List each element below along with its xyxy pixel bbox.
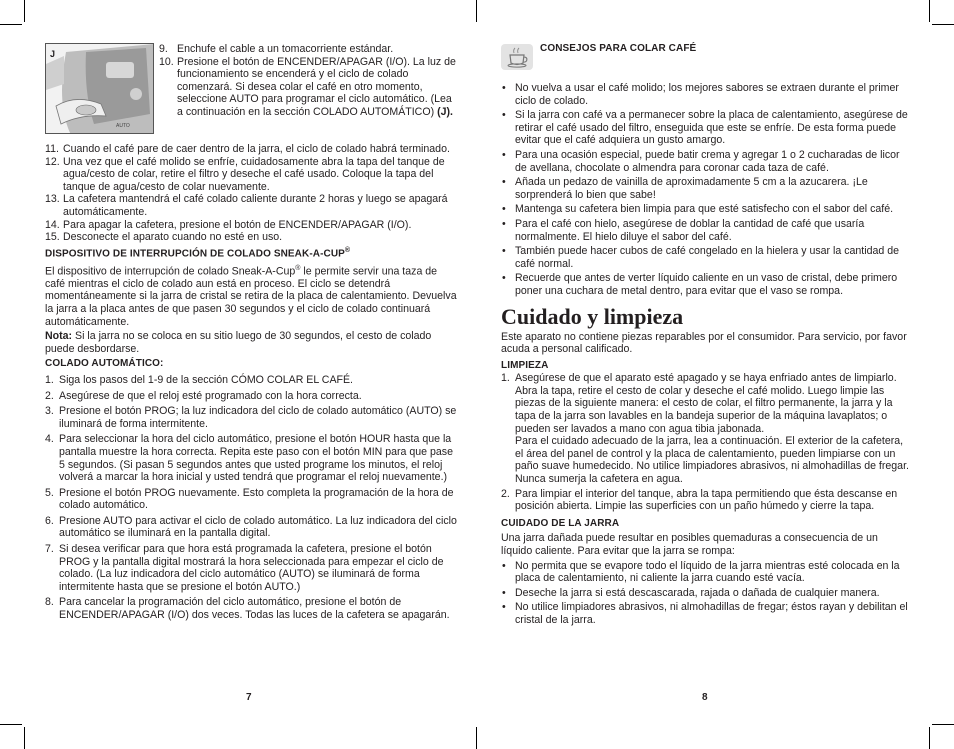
care-title: Cuidado y limpieza <box>501 303 684 329</box>
step-number: 15. <box>45 231 60 244</box>
carafe-heading: CUIDADO DE LA JARRA <box>501 517 620 529</box>
note-label: Nota: <box>45 330 73 343</box>
step-text: Presione el botón PROG nuevamente. Esto completa la programación de la hora de colado automático. <box>59 486 454 512</box>
step-number: 10. <box>159 55 174 68</box>
page-number-left: 7 <box>246 692 252 703</box>
step-number: 4. <box>45 433 54 446</box>
crop-mark <box>24 727 25 749</box>
page-number-right: 8 <box>702 692 708 703</box>
step-text: Siga los pasos del 1-9 de la sección CÓMO COLAR EL CAFÉ. <box>59 373 354 386</box>
list-item <box>45 143 459 156</box>
step-number: 3. <box>45 405 54 418</box>
crop-mark <box>24 0 25 22</box>
step-text: La cafetera mantendrá el café colado caliente durante 2 horas y luego se apagará automáticamente. <box>63 193 448 218</box>
carafe-item: • No permita que se evapore todo el líquido de la jarra mientras esté colocada en la placa de calentamiento, ni caliente la jarra cuando esté vacía. <box>501 560 911 585</box>
list-item <box>45 596 459 621</box>
step-number: 1. <box>501 372 510 385</box>
step-number: 13. <box>45 193 60 206</box>
carafe-item: • No utilice limpiadores abrasivos, ni almohadillas de fregar; éstos rayan y debilitan el cristal de la jarra. <box>501 601 911 626</box>
carafe-intro: Una jarra dañada puede resultar en posibles quemaduras a consecuencia de un líquido caliente. Para evitar que la jarra se rompa: <box>501 532 878 557</box>
step-number: 2. <box>501 487 510 500</box>
list-item <box>501 488 911 513</box>
tips-icon <box>501 44 533 70</box>
step-text: Para seleccionar la hora del ciclo automático, presione el botón HOUR hasta que la pantalla muestre la hora correcta. Repita este paso con el botón MIN para que pase 5 segundos. (Si pasan 5 segundos antes que usted programe los minutos, el reloj volverá a marcar la hora inicial y usted tendrá que programar el reloj nuevamente.) <box>59 433 453 484</box>
crop-mark <box>932 724 954 725</box>
list-item <box>45 374 459 387</box>
right-column <box>501 82 911 629</box>
crop-mark <box>0 724 22 725</box>
step-number: 11. <box>45 143 59 155</box>
step-text: Presione el botón de ENCENDER/APAGAR (I/O). La luz de funcionamiento se encenderá y el ciclo de colado comenzará. Si desea colar el café en otro momento, seleccione AUTO para programar el ciclo automático. (Lea a continuación en la sección COLADO AUTOMÁTICO) <box>177 55 456 118</box>
registered-mark: ® <box>295 264 301 272</box>
care-intro: Este aparato no contiene piezas reparables por el consumidor. Para servicio, por favor acuda a personal calificado. <box>501 330 907 356</box>
crop-mark <box>476 727 477 749</box>
carafe-item: • Deseche la jarra si está descascarada, rajada o dañada de cualquier manera. <box>501 587 911 600</box>
list-item <box>45 231 459 244</box>
coffeemaker-panel-illustration <box>46 44 154 134</box>
list-item <box>45 193 459 218</box>
step-text: Enchufe el cable a un tomacorriente estándar. <box>177 43 394 55</box>
tip-item: • Si la jarra con café va a permanecer sobre la placa de calentamiento, asegúrese de retirar el café usado del filtro, enseguida que este se enfríe. De esta forma puede evitar que el café adquiera un gusto amargo. <box>501 109 911 147</box>
crop-mark <box>929 0 930 22</box>
tip-item: • Para una ocasión especial, puede batir crema y agregar 1 o 2 cucharadas de licor de avellana, chocolate o almendra para coronar cada taza de café. <box>501 149 911 174</box>
step-number: 14. <box>45 218 60 231</box>
step-text: Si desea verificar para que hora está programada la cafetera, presione el botón PROG y la pantalla digital mostrará la hora seleccionada para empezar el ciclo de colado. (La luz indicadora del ciclo automático (AUTO) se iluminará de forma intermitente hasta que se presione el botón AUTO.) <box>59 543 444 593</box>
paragraph-text: le permite servir una taza de café mientras el ciclo de colado aun está en proceso. El ciclo se detendrá momentáneamente si la jarra de cristal se retira de la placa de calentamiento. Devuelva la jarra a la placa antes de que pasen 30 segundos y el ciclo de colado continuará automáticamente. <box>45 265 457 328</box>
list-item <box>45 487 459 512</box>
step-number: 1. <box>45 373 54 386</box>
figure-label: J <box>50 49 56 59</box>
step-number: 6. <box>45 514 54 527</box>
step-text: Cuando el café pare de caer dentro de la jarra, el ciclo de colado habrá terminado. <box>63 143 450 155</box>
left-column <box>45 143 459 622</box>
list-item <box>45 515 459 540</box>
left-top-steps <box>159 43 459 119</box>
crop-mark <box>476 0 477 22</box>
coffee-cup-icon <box>501 44 533 70</box>
figure-j <box>45 43 154 134</box>
list-item <box>45 433 459 483</box>
list-item <box>45 543 459 593</box>
step-text: Una vez que el café molido se enfríe, cuidadosamente abra la tapa del tanque de agua/cesto de colar, retire el filtro y deseche el café usado. Coloque la tapa del tanque de agua/cesto de colar nuevamente. <box>63 155 445 193</box>
tip-item: • No vuelva a usar el café molido; los mejores sabores se extraen durante el primer ciclo de colado. <box>501 82 911 107</box>
step-text: Para cancelar la programación del ciclo automático, presione el botón de ENCENDER/APAGAR (I/O) dos veces. Todas las luces de la cafetera se apagarán. <box>59 596 450 622</box>
figure-button-label: AUTO <box>116 123 130 129</box>
tip-item: • Recuerde que antes de verter líquido caliente en un vaso de cristal, debe primero poner una cuchara de metal dentro, para evitar que el vaso se rompa. <box>501 272 911 297</box>
note-paragraph <box>45 330 459 355</box>
step-number: 12. <box>45 155 60 168</box>
figure-reference: (J). <box>437 105 453 118</box>
step-text: Presione AUTO para activar el ciclo de colado automático. La luz indicadora del ciclo automático se iluminará en la pantalla digital. <box>59 514 457 540</box>
tip-item: • También puede hacer cubos de café congelado en la hielera y usar la cantidad de café normal. <box>501 245 911 270</box>
tip-item: • Para el café con hielo, asegúrese de doblar la cantidad de café que usaría normalmente. El hielo diluye el sabor del café. <box>501 218 911 243</box>
list-item <box>501 372 911 485</box>
tip-item: • Añada un pedazo de vainilla de aproximadamente 5 cm a la azucarera. ¡Le sorprenderá lo bien que sabe! <box>501 176 911 201</box>
sneak-a-cup-heading <box>45 245 459 261</box>
crop-mark <box>929 727 930 749</box>
step-number: 8. <box>45 596 54 609</box>
list-item <box>45 219 459 232</box>
sneak-a-cup-paragraph <box>45 263 459 329</box>
step-number: 2. <box>45 389 54 402</box>
registered-mark: ® <box>344 246 351 254</box>
step-text: Desconecte el aparato cuando no esté en uso. <box>63 231 283 244</box>
step-text: Asegúrese de que el reloj esté programado con la hora correcta. <box>59 389 362 402</box>
tip-item: • Mantenga su cafetera bien limpia para que esté satisfecho con el sabor del café. <box>501 203 911 216</box>
note-text: Si la jarra no se coloca en su sitio luego de 30 segundos, el cesto de colado puede desbordarse. <box>45 330 432 355</box>
step-number: 9. <box>159 43 168 55</box>
list-item <box>45 405 459 430</box>
cleaning-heading: LIMPIEZA <box>501 359 549 371</box>
auto-brew-heading: COLADO AUTOMÁTICO: <box>45 358 164 370</box>
crop-mark <box>932 24 954 25</box>
list-item <box>159 43 459 56</box>
tips-heading: CONSEJOS PARA COLAR CAFÉ <box>540 43 697 54</box>
step-text: Para limpiar el interior del tanque, abra la tapa permitiendo que ésta descanse en posición abierta. Limpie las superficies con un paño húmedo y cierre la tapa. <box>515 487 898 513</box>
heading-text: DISPOSITIVO DE INTERRUPCIÓN DE COLADO SNEAK-A-CUP <box>45 248 345 260</box>
step-text: Presione el botón PROG; la luz indicadora del ciclo de colado automático (AUTO) se iluminará de forma intermitente. <box>59 405 457 430</box>
paragraph-text: El dispositivo de interrupción de colado Sneak-A-Cup <box>45 265 296 278</box>
list-item <box>159 56 459 119</box>
list-item <box>45 156 459 194</box>
step-text: Para apagar la cafetera, presione el botón de ENCENDER/APAGAR (I/O). <box>63 218 412 231</box>
crop-mark <box>0 24 22 25</box>
list-item <box>45 390 459 403</box>
step-text: Asegúrese de que el aparato esté apagado y se haya enfriado antes de limpiarlo. Abra la tapa, retire el cesto de colar y deseche el café molido. Luego limpie las piezas de la siguiente manera: el cesto de colar, el filtro permanente, la jarra y la tapa de la jarra son lavables en la bandeja superior de la máquina lavaplatos; o pueden ser lavados a mano con agua tibia jabonada. <box>515 372 897 435</box>
step-number: 7. <box>45 543 54 556</box>
step-text: Para el cuidado adecuado de la jarra, lea a continuación. El exterior de la cafetera, el área del panel de control y la placa de calentamiento, pueden limpiarse con un paño suave humedecido. No utilice limpiadores abrasivos, ni almohadillas de fregar. Nunca sumerja la cafetera en agua. <box>515 435 909 486</box>
step-number: 5. <box>45 486 54 499</box>
